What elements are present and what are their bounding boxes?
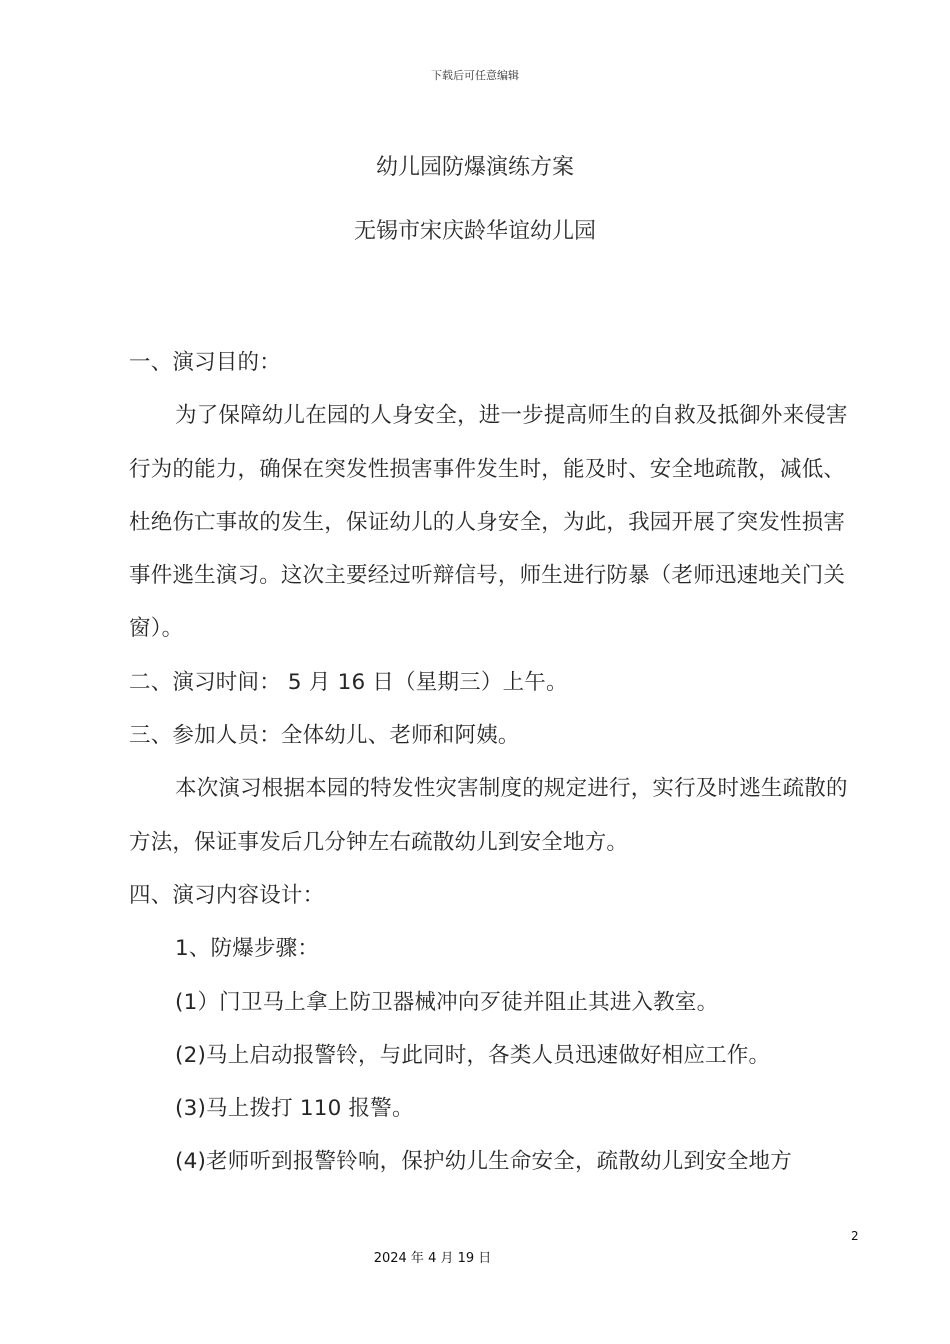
section-3-body: 本次演习根据本园的特发性灾害制度的规定进行，实行及时逃生疏散的方法，保证事发后几分钟左右疏散幼儿到安全地方。 bbox=[129, 776, 848, 855]
step-4: (4)老师听到报警铃响，保护幼儿生命安全，疏散幼儿到安全地方 bbox=[175, 1149, 792, 1175]
page-number: 2 bbox=[851, 1229, 859, 1243]
footer-date: 2024 年 4 月 19 日 bbox=[373, 1251, 492, 1266]
step-2: (2)马上启动报警铃，与此同时，各类人员迅速做好相应工作。 bbox=[175, 1042, 771, 1068]
step-1: (1）门卫马上拿上防卫器械冲向歹徒并阻止其进入教室。 bbox=[175, 989, 719, 1015]
section-2-heading: 二、演习时间： 5 月 16 日（星期三）上午。 bbox=[129, 669, 568, 695]
section-1-body: 为了保障幼儿在园的人身安全，进一步提高师生的自救及抵御外来侵害行为的能力，确保在突发性损害事件发生时，能及时、安全地疏散，减低、杜绝伤亡事故的发生，保证幼儿的人身安全，为此，我园开展了突发性损害事件逃生演习。这次主要经过听辩信号，师生进行防暴（老师迅速地关门关窗）。 bbox=[129, 403, 848, 642]
section-3-heading: 三、参加人员：全体幼儿、老师和阿姨。 bbox=[129, 723, 520, 749]
header-note: 下载后可任意编辑 bbox=[431, 69, 519, 82]
section-4-subheading: 1、防爆步骤： bbox=[175, 936, 320, 962]
document-subtitle: 无锡市宋庆龄华谊幼儿园 bbox=[353, 219, 596, 244]
section-1-heading: 一、演习目的： bbox=[129, 350, 281, 375]
step-3: (3)马上拨打 110 报警。 bbox=[175, 1096, 414, 1122]
section-4-heading: 四、演习内容设计： bbox=[129, 882, 325, 908]
document-title: 幼儿园防爆演练方案 bbox=[375, 155, 574, 180]
document-body bbox=[129, 336, 859, 1189]
